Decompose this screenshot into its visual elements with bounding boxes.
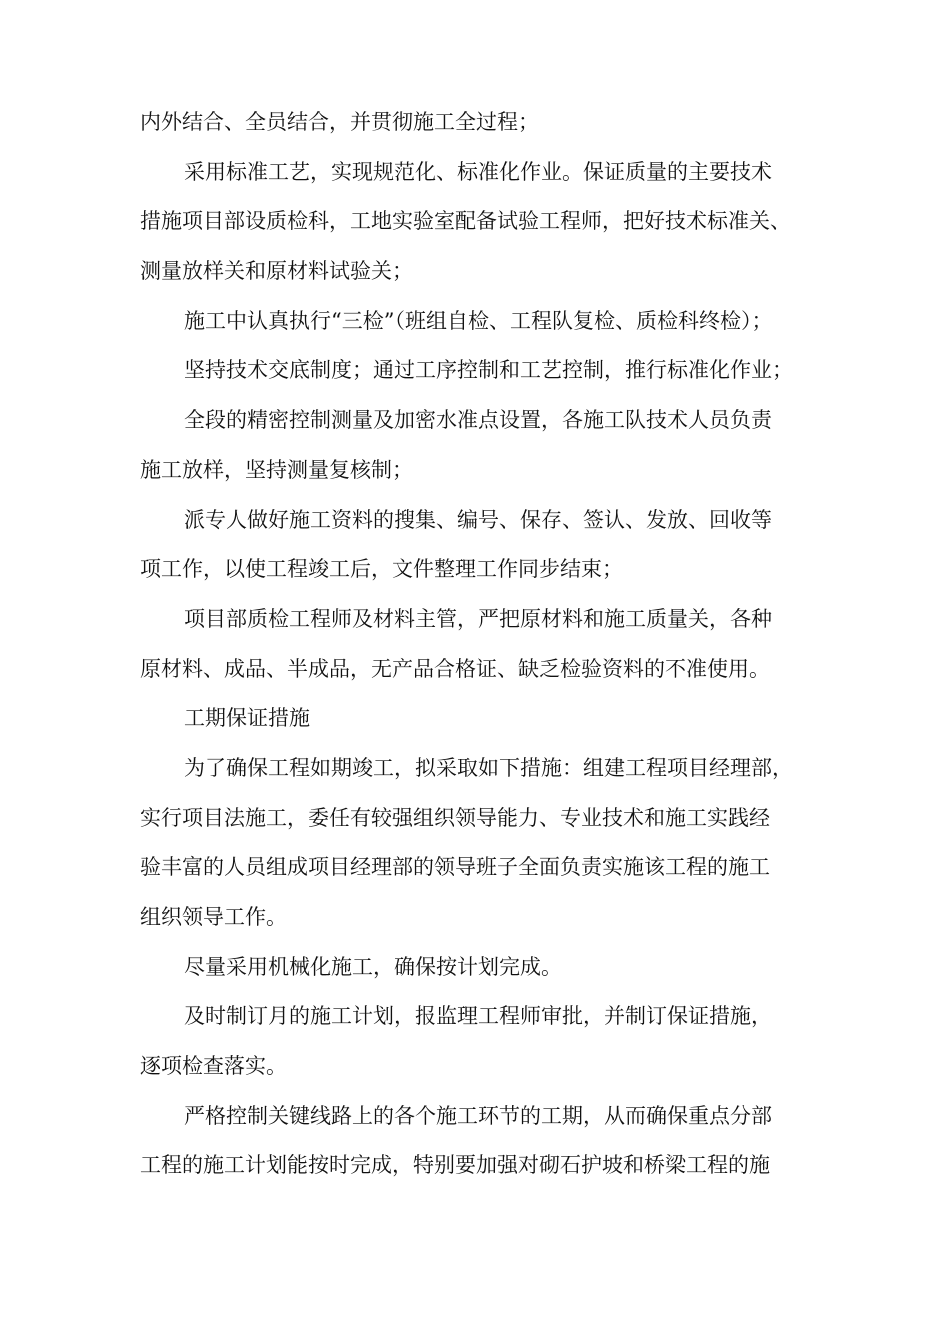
text-line: 组织领导工作。 (140, 905, 287, 929)
text-line: 原材料、成品、半成品，无产品合格证、缺乏检验资料的不准使用。 (140, 656, 770, 681)
text-line: 实行项目法施工，委任有较强组织领导能力、专业技术和施工实践经 (140, 805, 770, 830)
text-line: 项工作，以使工程竣工后，文件整理工作同步结束； (140, 557, 623, 582)
text-line: 逐项检查落实。 (140, 1054, 287, 1079)
text-line: 尽量采用机械化施工，确保按计划完成。 (184, 954, 562, 979)
section-heading: 工期保证措施 (184, 706, 310, 731)
text-line: 施工放样，坚持测量复核制； (140, 457, 413, 482)
document-body (140, 98, 830, 1191)
text-line: 措施项目部设质检科，工地实验室配备试验工程师，把好技术标准关、 (140, 209, 791, 234)
text-line: 及时制订月的施工计划，报监理工程师审批，并制订保证措施， (184, 1004, 772, 1029)
text-line: 工程的施工计划能按时完成，特别要加强对砌石护坡和桥梁工程的施 (140, 1153, 770, 1178)
text-line: 项目部质检工程师及材料主管，严把原材料和施工质量关，各种 (184, 606, 772, 631)
text-line: 验丰富的人员组成项目经理部的领导班子全面负责实施该工程的施工 (140, 855, 770, 880)
text-line: 全段的精密控制测量及加密水准点设置，各施工队技术人员负责 (184, 408, 772, 433)
text-line: 施工中认真执行“三检”（班组自检、工程队复检、质检科终检）； (184, 308, 773, 333)
text-line: 严格控制关键线路上的各个施工环节的工期，从而确保重点分部 (184, 1103, 772, 1128)
text-line: 坚持技术交底制度；通过工序控制和工艺控制，推行标准化作业； (184, 358, 793, 383)
text-line: 为了确保工程如期竣工，拟采取如下措施：组建工程项目经理部， (184, 755, 793, 780)
text-line: 内外结合、全员结合，并贯彻施工全过程； (140, 110, 539, 134)
text-line: 测量放样关和原材料试验关； (140, 259, 413, 284)
text-line: 采用标准工艺，实现规范化、标准化作业。保证质量的主要技术 (184, 159, 772, 184)
text-line: 派专人做好施工资料的搜集、编号、保存、签认、发放、回收等 (184, 507, 772, 532)
